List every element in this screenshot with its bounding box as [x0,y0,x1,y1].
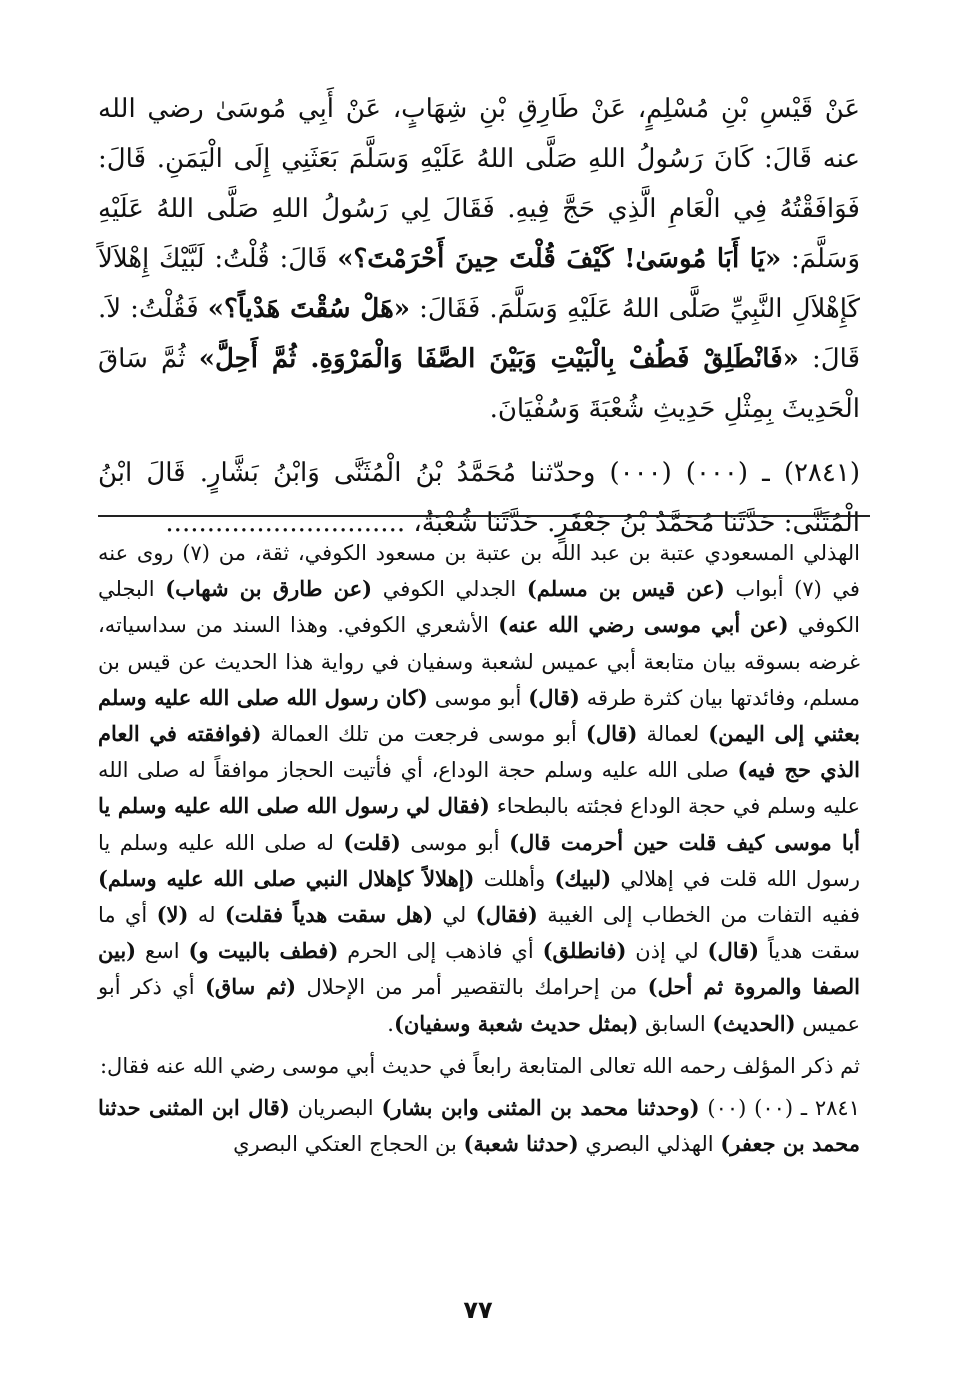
bold-text-run: «يَا أَبَا مُوسَىٰ! كَيْفَ قُلْتَ حِينَ أَحْرَمْتَ؟» [337,244,782,274]
bold-text-run: (لا) [156,902,189,928]
text-run: ففيه التفات من الخطاب إلى الغيبة [537,903,860,928]
bold-text-run: (فطف بالبيت و) [188,938,339,964]
bold-text-run: (قلت) [343,829,401,855]
bold-text-run: (فقال لي رسول الله صلى الله عليه وسلم يا أبا موسى كيف قلت حين أحرمت قال) [98,793,861,855]
bold-text-run: (الحديث) [712,1010,796,1036]
text-run: لي إذن [626,939,708,964]
text-run: أبو موسى [400,830,510,855]
text-run: صلى الله عليه وسلم حجة الوداع، أي فأتيت الحجاز موافقاً له صلى الله عليه وسلم في حجة الوداع فجئته بالبطحاء [98,758,860,819]
text-run: له صلى الله عليه وسلم يا رسول الله قلت في إهلالي [98,830,860,891]
text-run: البجلي الكوفي [98,577,860,638]
bold-text-run: (قال) [528,684,580,710]
bold-text-run: (قال) [585,721,638,747]
bold-text-run: (عن قيس بن مسلم) [526,576,725,602]
text-run: أبو موسى [427,685,529,710]
text-run: الهذلي البصري [578,1132,721,1157]
commentary-block [98,535,860,1162]
text-run: (٢٨٤١) ـ (٠٠٠) (٠٠٠) وحدّثنا مُحَمَّدُ بْنُ الْمُثَنَّى وَابْنُ بَشَّارٍ. قَالَ ابْنُ الْمُثَنَّى: حَدَّثَنَا مُحَمَّدُ بْنُ جَعْفَرٍ. حَدَّثَنَا شُعْبَةُ، ............................. [98,458,860,538]
page-number: ٧٧ [463,1296,493,1324]
text-run: البصريان [289,1096,382,1121]
text-run: اسع [136,939,189,964]
bold-text-run: (فوافقته في العام الذي حج فيه) [98,721,860,783]
bold-text-run: (فانطلق) [542,938,627,964]
text-run: أبو موسى فرجعت من تلك العمالة [261,722,586,747]
hadith-isnad-paragraph [98,448,860,548]
bold-text-run: (كان رسول الله صلى الله عليه وسلم بعثني إلى اليمن) [98,684,860,747]
text-run: ٢٨٤١ ـ (٠٠) (٠٠) [699,1096,860,1121]
hadith-text-block [98,84,860,548]
bold-text-run: (لبيك) [554,865,612,891]
bold-text-run: (عن طارق بن شهاب) [165,576,373,602]
bold-text-run: «فَانْطَلِقْ فَطُفْ بِالْبَيْتِ وَبَيْنَ الصَّفَا وَالْمَرْوَةِ. ثُمَّ أَحِلَّ» [198,344,799,374]
bold-text-run: (ثم ساق) [205,974,297,1000]
text-run: . [387,1011,394,1036]
text-run: ثم ذكر المؤلف رحمه الله تعالى المتابعة رابعاً في حديث أبي موسى رضي الله عنه فقال: [99,1053,860,1078]
text-run: لعمالة [637,722,709,747]
commentary-paragraph [98,1048,860,1084]
bold-text-run: (حدثنا شعبة) [463,1131,579,1157]
footnote-separator [98,515,870,517]
text-run: وأهللت [474,866,555,891]
bold-text-run: (وحدثنا محمد بن المثنى وابن بشار) [381,1095,700,1121]
bold-text-run: (هل سقت هدياً فقلت) [224,902,434,928]
text-run: فَقُلْتُ: لاَ. قَالَ: [98,294,861,374]
text-run: أي ذكر أبو عميس [98,975,860,1036]
text-run: أي فاذهب إلى الحرم [338,939,543,964]
text-run: أي ما سقت هدياً [98,903,860,964]
bold-text-run: «هَلْ سُقْتَ هَدْياً؟» [207,294,411,324]
text-run: ثُمَّ سَاقَ الْحَدِيثَ بِمِثْلِ حَدِيثِ شُعْبَةَ وَسُفْيَانَ. [98,344,860,424]
text-run: عَنْ قَيْسِ بْنِ مُسْلِمٍ، عَنْ طَارِقِ بْنِ شِهَابٍ، عَنْ أَبِي مُوسَىٰ رضي الله عنه قَالَ: كَانَ رَسُولُ اللهِ صَلَّى اللهُ عَلَيْهِ وَسَلَّمَ بَعَثَنِي إِلَى الْيَمَنِ. قَالَ: فَوَافَقْتُهُ فِي الْعَامِ الَّذِي حَجَّ فِيهِ. فَقَالَ لِي رَسُولُ اللهِ صَلَّى اللهُ عَلَيْهِ وَسَلَّمَ: [98,94,861,274]
text-run: الجدلي الكوفي [372,577,527,602]
text-run: بن الحجاج العتكي البصري [233,1132,464,1157]
text-run: له [188,903,225,928]
bold-text-run: (عن أبي موسى رضي الله عنه) [498,612,789,638]
hadith-paragraph [98,84,860,434]
text-run: الأشعري الكوفي. وهذا السند من سداسياته، غرضه بسوقه بيان متابعة أبي عميس لشعبة وسفيان في رواية هذا الحديث عن قيس بن مسلم، وفائدتها بيان كثرة طرقه [98,613,860,710]
bold-text-run: (بمثل حديث شعبة وسفيان) [393,1010,639,1036]
text-run: لي [433,903,476,928]
text-run: قَالَ: قُلْتُ: لَبَّيْكَ إِهْلاَلاً كَإِهْلاَلِ النَّبِيِّ صَلَّى اللهُ عَلَيْهِ وَسَلَّمَ. فَقَالَ: [98,244,860,324]
text-run: السابق [638,1011,713,1036]
bold-text-run: (بين الصفا والمروة ثم أحل) [98,938,860,1000]
commentary-paragraph [98,1090,860,1162]
bold-text-run: (فقال) [475,902,538,928]
text-run: من إحرامك بالتقصير أمر من الإحلال [296,975,648,1000]
text-run: الهذلي المسعودي عتبة بن عبد الله بن عتبة بن مسعود الكوفي، ثقة، من (٧) روى عنه في (٧) أبواب [98,541,860,602]
bold-text-run: (إهلالاً كإهلال النبي صلى الله عليه وسلم) [98,865,475,891]
bold-text-run: (قال) [707,938,760,964]
bold-text-run: (قال ابن المثنى حدثنا محمد بن جعفر) [98,1095,860,1157]
commentary-paragraph [98,535,860,1042]
